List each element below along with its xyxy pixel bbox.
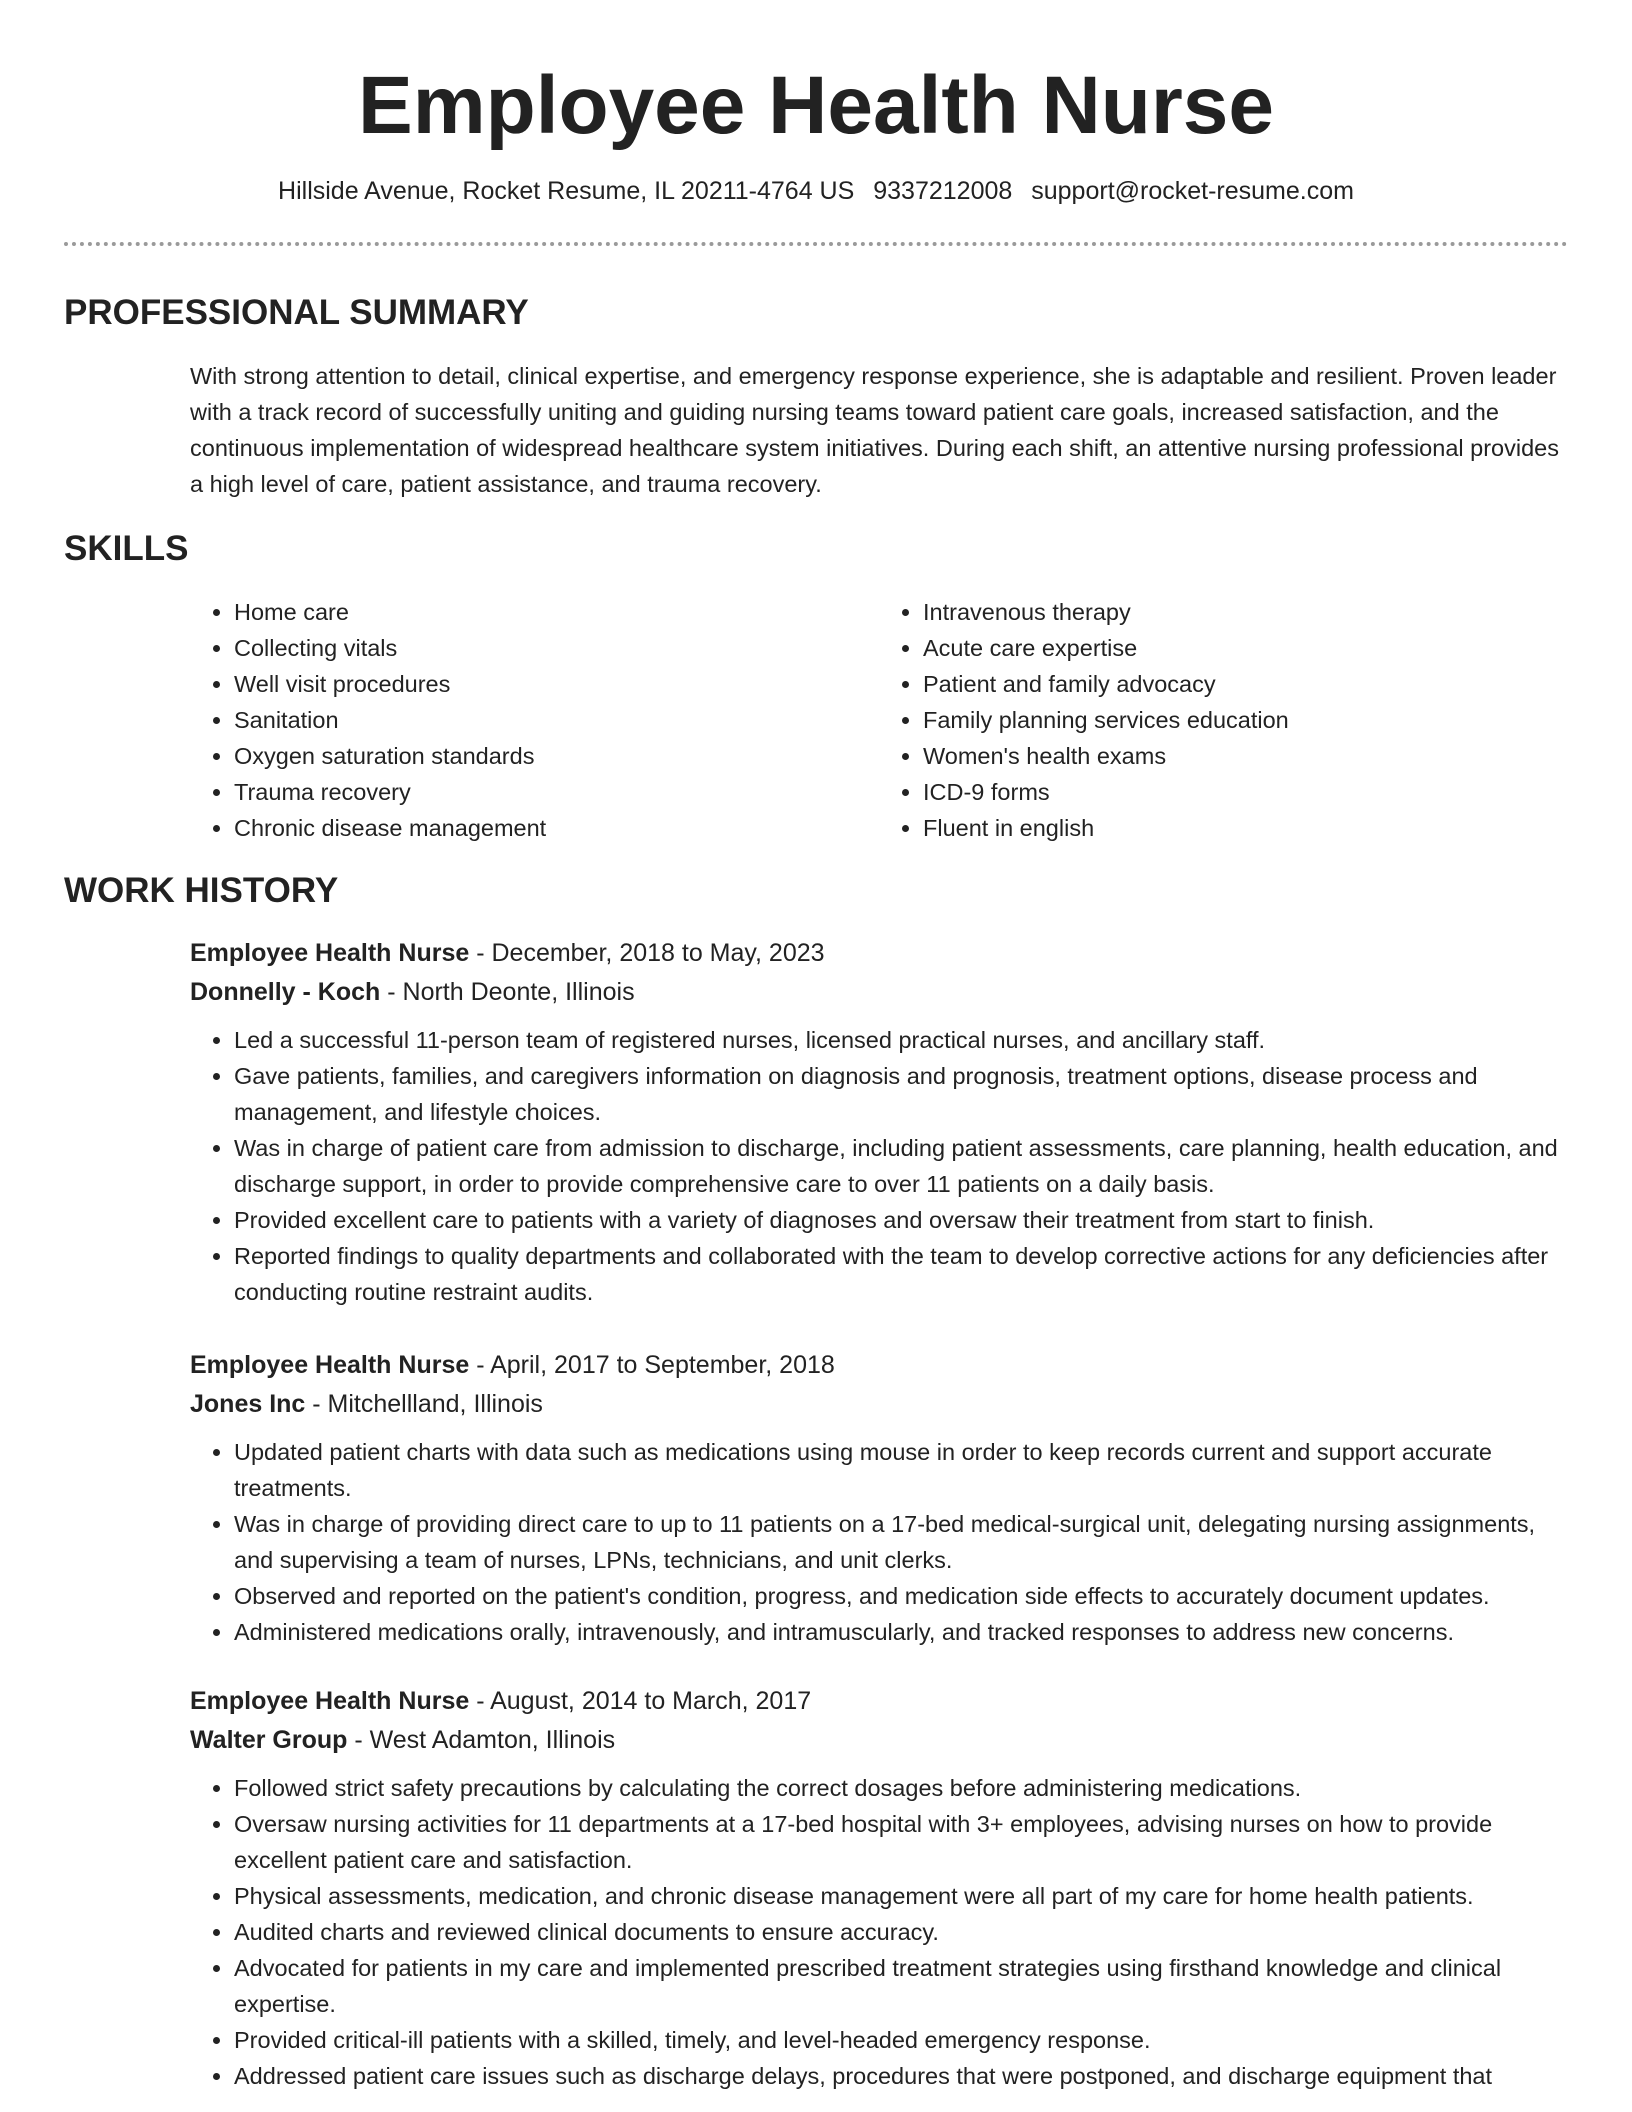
resume-name: Employee Health Nurse (358, 60, 1274, 151)
job-location: - North Deonte, Illinois (380, 978, 635, 1006)
skill-item: • Collecting vitals (234, 630, 879, 666)
header-divider (64, 242, 1568, 246)
job-company: Jones Inc (190, 1390, 306, 1418)
skill-item: • Patient and family advocacy (923, 666, 1568, 702)
phone-text: 9337212008 (873, 177, 1013, 205)
job-bullet: • Addressed patient care issues such as discharge delays, procedures that were postponed, and discharge equipment that (234, 2058, 1568, 2094)
job-role: Employee Health Nurse (190, 1351, 470, 1379)
skills-heading: SKILLS (64, 529, 189, 568)
job-role: Employee Health Nurse (190, 1687, 470, 1715)
resume-page (64, 0, 1568, 2094)
job-bullet: • Followed strict safety precautions by calculating the correct dosages before administering medications. (234, 1770, 1568, 1806)
job-bullet: • Observed and reported on the patient's condition, progress, and medication side effects to accurately document updates. (234, 1578, 1568, 1614)
job-dates: - August, 2014 to March, 2017 (469, 1687, 812, 1715)
job-bullet: • Audited charts and reviewed clinical documents to ensure accuracy. (234, 1914, 1568, 1950)
job-bullet-list (190, 1770, 1568, 2094)
skill-item: • Family planning services education (923, 702, 1568, 738)
job-bullet-list (190, 1434, 1568, 1650)
job-entry (190, 1346, 1568, 1650)
skill-item: • Chronic disease management (234, 810, 879, 846)
job-location: - Mitchellland, Illinois (305, 1390, 543, 1418)
job-company: Donnelly - Koch (190, 978, 381, 1006)
job-role: Employee Health Nurse (190, 939, 470, 967)
skill-item: • ICD-9 forms (923, 774, 1568, 810)
skill-item: • Intravenous therapy (923, 594, 1568, 630)
skills-grid (190, 594, 1568, 846)
job-bullet: • Advocated for patients in my care and implemented prescribed treatment strategies using firsthand knowledge and clinical expertise. (234, 1950, 1568, 2022)
job-title-line (190, 1346, 1568, 1385)
job-dates: - December, 2018 to May, 2023 (469, 939, 825, 967)
skill-item: • Oxygen saturation standards (234, 738, 879, 774)
skill-item: • Trauma recovery (234, 774, 879, 810)
skill-item: • Well visit procedures (234, 666, 879, 702)
summary-heading: PROFESSIONAL SUMMARY (64, 293, 529, 332)
skill-item: • Acute care expertise (923, 630, 1568, 666)
skill-item: • Home care (234, 594, 879, 630)
contact-line (64, 174, 1568, 208)
job-title-line (190, 1682, 1568, 1721)
skills-list-left (190, 594, 879, 846)
job-bullet: • Provided excellent care to patients with a variety of diagnoses and oversaw their treatment from start to finish. (234, 1202, 1568, 1238)
job-company-line (190, 1385, 1568, 1424)
skill-item: • Women's health exams (923, 738, 1568, 774)
job-dates: - April, 2017 to September, 2018 (469, 1351, 835, 1379)
email-link[interactable]: support@rocket-resume.com (1031, 177, 1354, 205)
job-bullet: • Was in charge of patient care from admission to discharge, including patient assessments, care planning, health education, and discharge support, in order to provide comprehensive care to over 11 patients on a daily basis. (234, 1130, 1568, 1202)
job-bullet: • Administered medications orally, intravenously, and intramuscularly, and tracked responses to address new concerns. (234, 1614, 1568, 1650)
job-company-line (190, 1721, 1568, 1760)
job-entry (190, 1682, 1568, 2094)
skill-item: • Sanitation (234, 702, 879, 738)
summary-text: With strong attention to detail, clinical expertise, and emergency response experience, she is adaptable and resilient. Proven leader with a track record of successfully uniting and guiding nursing teams toward patient care goals, increased satisfaction, and the continuous implementation of widespread healthcare system initiatives. During each shift, an attentive nursing professional provides a high level of care, patient assistance, and trauma recovery. (190, 363, 1559, 497)
job-company: Walter Group (190, 1726, 348, 1754)
job-bullet: • Reported findings to quality departments and collaborated with the team to develop corrective actions for any deficiencies after conducting routine restraint audits. (234, 1238, 1568, 1310)
job-company-line (190, 973, 1568, 1012)
job-bullet-list (190, 1022, 1568, 1310)
job-location: - West Adamton, Illinois (347, 1726, 616, 1754)
skills-list-right (879, 594, 1568, 846)
job-bullet: • Updated patient charts with data such as medications using mouse in order to keep records current and support accurate treatments. (234, 1434, 1568, 1506)
job-bullet: • Provided critical-ill patients with a skilled, timely, and level-headed emergency response. (234, 2022, 1568, 2058)
skill-item: • Fluent in english (923, 810, 1568, 846)
job-bullet: • Led a successful 11-person team of registered nurses, licensed practical nurses, and ancillary staff. (234, 1022, 1568, 1058)
job-bullet: • Was in charge of providing direct care to up to 11 patients on a 17-bed medical-surgical unit, delegating nursing assignments, and supervising a team of nurses, LPNs, technicians, and unit clerks. (234, 1506, 1568, 1578)
job-bullet: • Gave patients, families, and caregivers information on diagnosis and prognosis, treatment options, disease process and management, and lifestyle choices. (234, 1058, 1568, 1130)
job-title-line (190, 934, 1568, 973)
job-entry (190, 934, 1568, 1310)
address-text: Hillside Avenue, Rocket Resume, IL 20211-4764 US (278, 177, 855, 205)
job-bullet: • Physical assessments, medication, and chronic disease management were all part of my care for home health patients. (234, 1878, 1568, 1914)
work-history-heading: WORK HISTORY (64, 871, 339, 910)
job-bullet: • Oversaw nursing activities for 11 departments at a 17-bed hospital with 3+ employees, advising nurses on how to provide excellent patient care and satisfaction. (234, 1806, 1568, 1878)
